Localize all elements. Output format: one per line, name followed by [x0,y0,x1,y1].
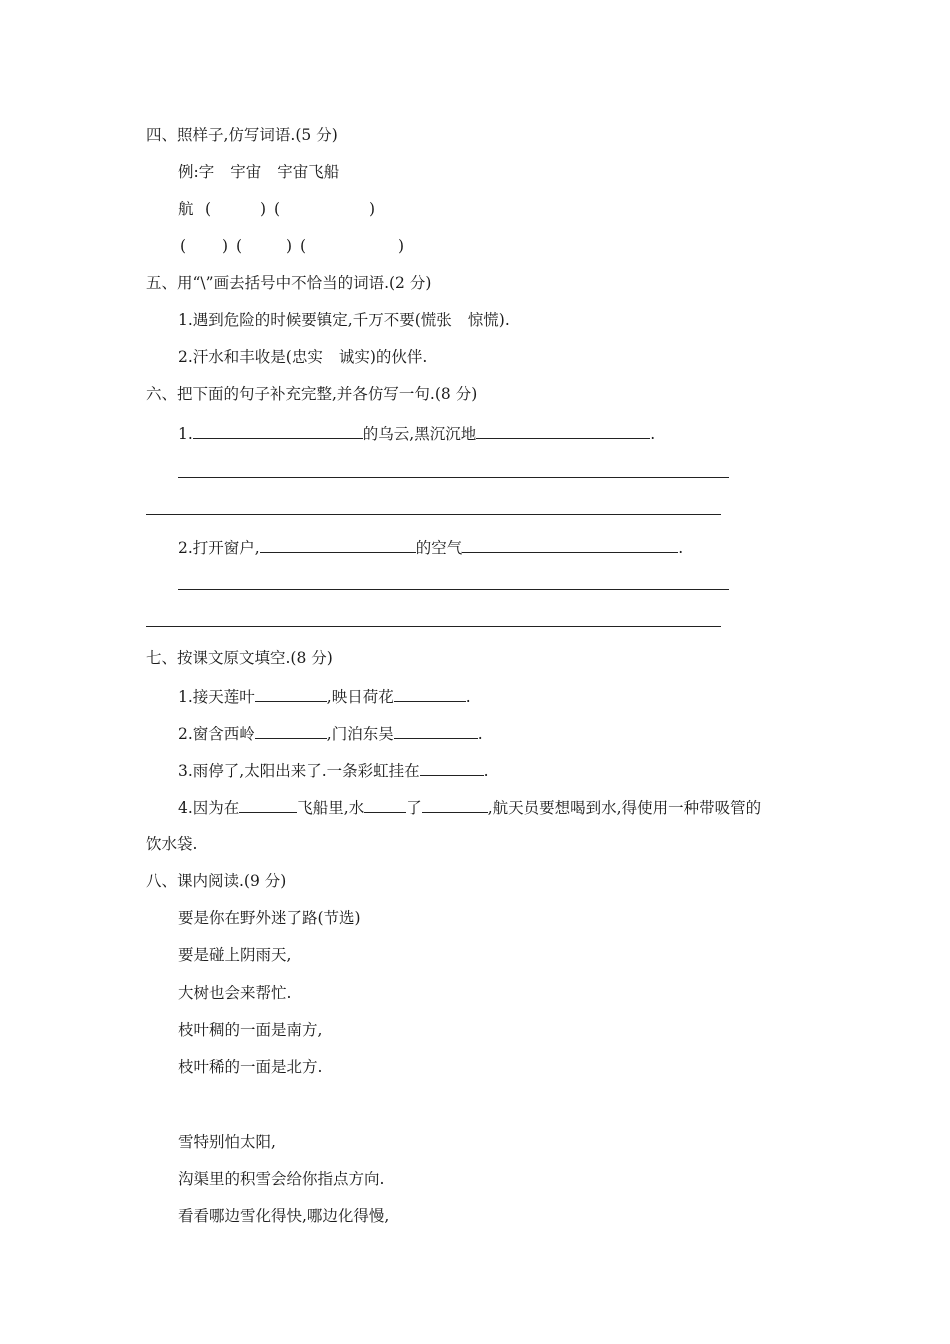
period: . [483,762,489,780]
poem-line: 大树也会来帮忙. [178,984,292,1002]
q4-row-2 [178,236,438,256]
q5-item-2-option: 诚实)的伙伴. [338,348,428,366]
q5-item-2-text: 2.汗水和丰收是(忠实 [178,348,323,366]
fill-blank[interactable] [394,722,478,739]
period: . [678,539,684,557]
example-word-3: 宇宙飞船 [277,163,340,181]
q5-item-2 [178,347,427,367]
poem-line: 枝叶稀的一面是北方. [178,1058,323,1076]
poem-line: 要是碰上阴雨天, [178,946,292,964]
paren-open-5: ( [300,237,307,255]
q7-title: 七、按课文原文填空.(8 分) [146,649,333,667]
example-word-1: 例:字 [178,163,215,181]
q4-title: 四、照样子,仿写词语.(5 分) [146,126,338,144]
q4-example [178,162,339,182]
poem-line: 看看哪边雪化得快,哪边化得慢, [178,1207,390,1225]
q6-item-2-mid: 的空气 [415,539,463,557]
period: . [477,725,483,743]
q7-item-1 [178,685,471,705]
q5-title: 五、用“\”画去括号中不恰当的词语.(2 分) [146,274,432,292]
fill-blank[interactable] [364,796,406,813]
poem-title: 要是你在野外迷了路(节选) [178,909,361,927]
fill-blank[interactable] [255,685,327,702]
q5-item-1-option: 惊慌). [467,311,510,329]
answer-line[interactable] [178,589,729,590]
paren-open-4: ( [236,237,243,255]
q5-item-1-text: 1.遇到危险的时候要镇定,千万不要(慌张 [178,311,452,329]
q7-item-4-a: 4.因为在 [178,799,240,817]
answer-line[interactable] [146,626,721,627]
answer-line[interactable] [178,477,729,478]
fill-blank[interactable] [255,722,327,739]
q7-item-2-a: 2.窗含西岭 [178,725,255,743]
q7-item-1-a: 1.接天莲叶 [178,688,255,706]
paren-open-1: ( [205,200,212,218]
fill-blank[interactable] [239,796,297,813]
q6-item-1-num: 1. [178,425,193,443]
q6-item-2-text: 2.打开窗户, [178,539,260,557]
hang-char: 航 [178,200,194,218]
fill-blank[interactable] [462,536,678,553]
q4-row-1 [178,199,376,219]
q7-item-4 [178,796,761,816]
q7-item-4-d: ,航天员要想喝到水,得使用一种带吸管的 [487,799,762,817]
paren-open-3: ( [180,237,187,255]
q6-item-2 [178,536,683,556]
paren-open-2: ( [274,200,281,218]
q7-item-3-a: 3.雨停了,太阳出来了.一条彩虹挂在 [178,762,420,780]
poem-line: 枝叶稠的一面是南方, [178,1021,323,1039]
fill-blank[interactable] [193,422,363,439]
q6-title: 六、把下面的句子补充完整,并各仿写一句.(8 分) [146,385,478,403]
q7-item-3 [178,759,489,779]
q5-item-1 [178,310,510,330]
q6-item-1-text: 的乌云,黑沉沉地 [362,425,477,443]
q6-item-1 [178,422,655,442]
paren-close-5: ) [398,237,405,255]
example-word-2: 宇宙 [230,163,262,181]
answer-line[interactable] [146,514,721,515]
q7-item-1-b: ,映日荷花 [326,688,394,706]
q7-item-2-b: ,门泊东吴 [326,725,394,743]
fill-blank[interactable] [394,685,466,702]
poem-line: 雪特别怕太阳, [178,1133,276,1151]
period: . [465,688,471,706]
paren-close-1: ) [260,200,267,218]
fill-blank[interactable] [422,796,488,813]
poem-line: 沟渠里的积雪会给你指点方向. [178,1170,385,1188]
q7-item-4-c: 了 [406,799,422,817]
q8-title: 八、课内阅读.(9 分) [146,872,287,890]
paren-close-2: ) [369,200,376,218]
q7-item-4-b: 飞船里,水 [297,799,365,817]
paren-close-3: ) [222,237,229,255]
q7-item-4-continued: 饮水袋. [146,835,198,853]
fill-blank[interactable] [420,759,484,776]
paren-close-4: ) [286,237,293,255]
q7-item-2 [178,722,483,742]
fill-blank[interactable] [476,422,650,439]
period: . [650,425,656,443]
fill-blank[interactable] [260,536,416,553]
